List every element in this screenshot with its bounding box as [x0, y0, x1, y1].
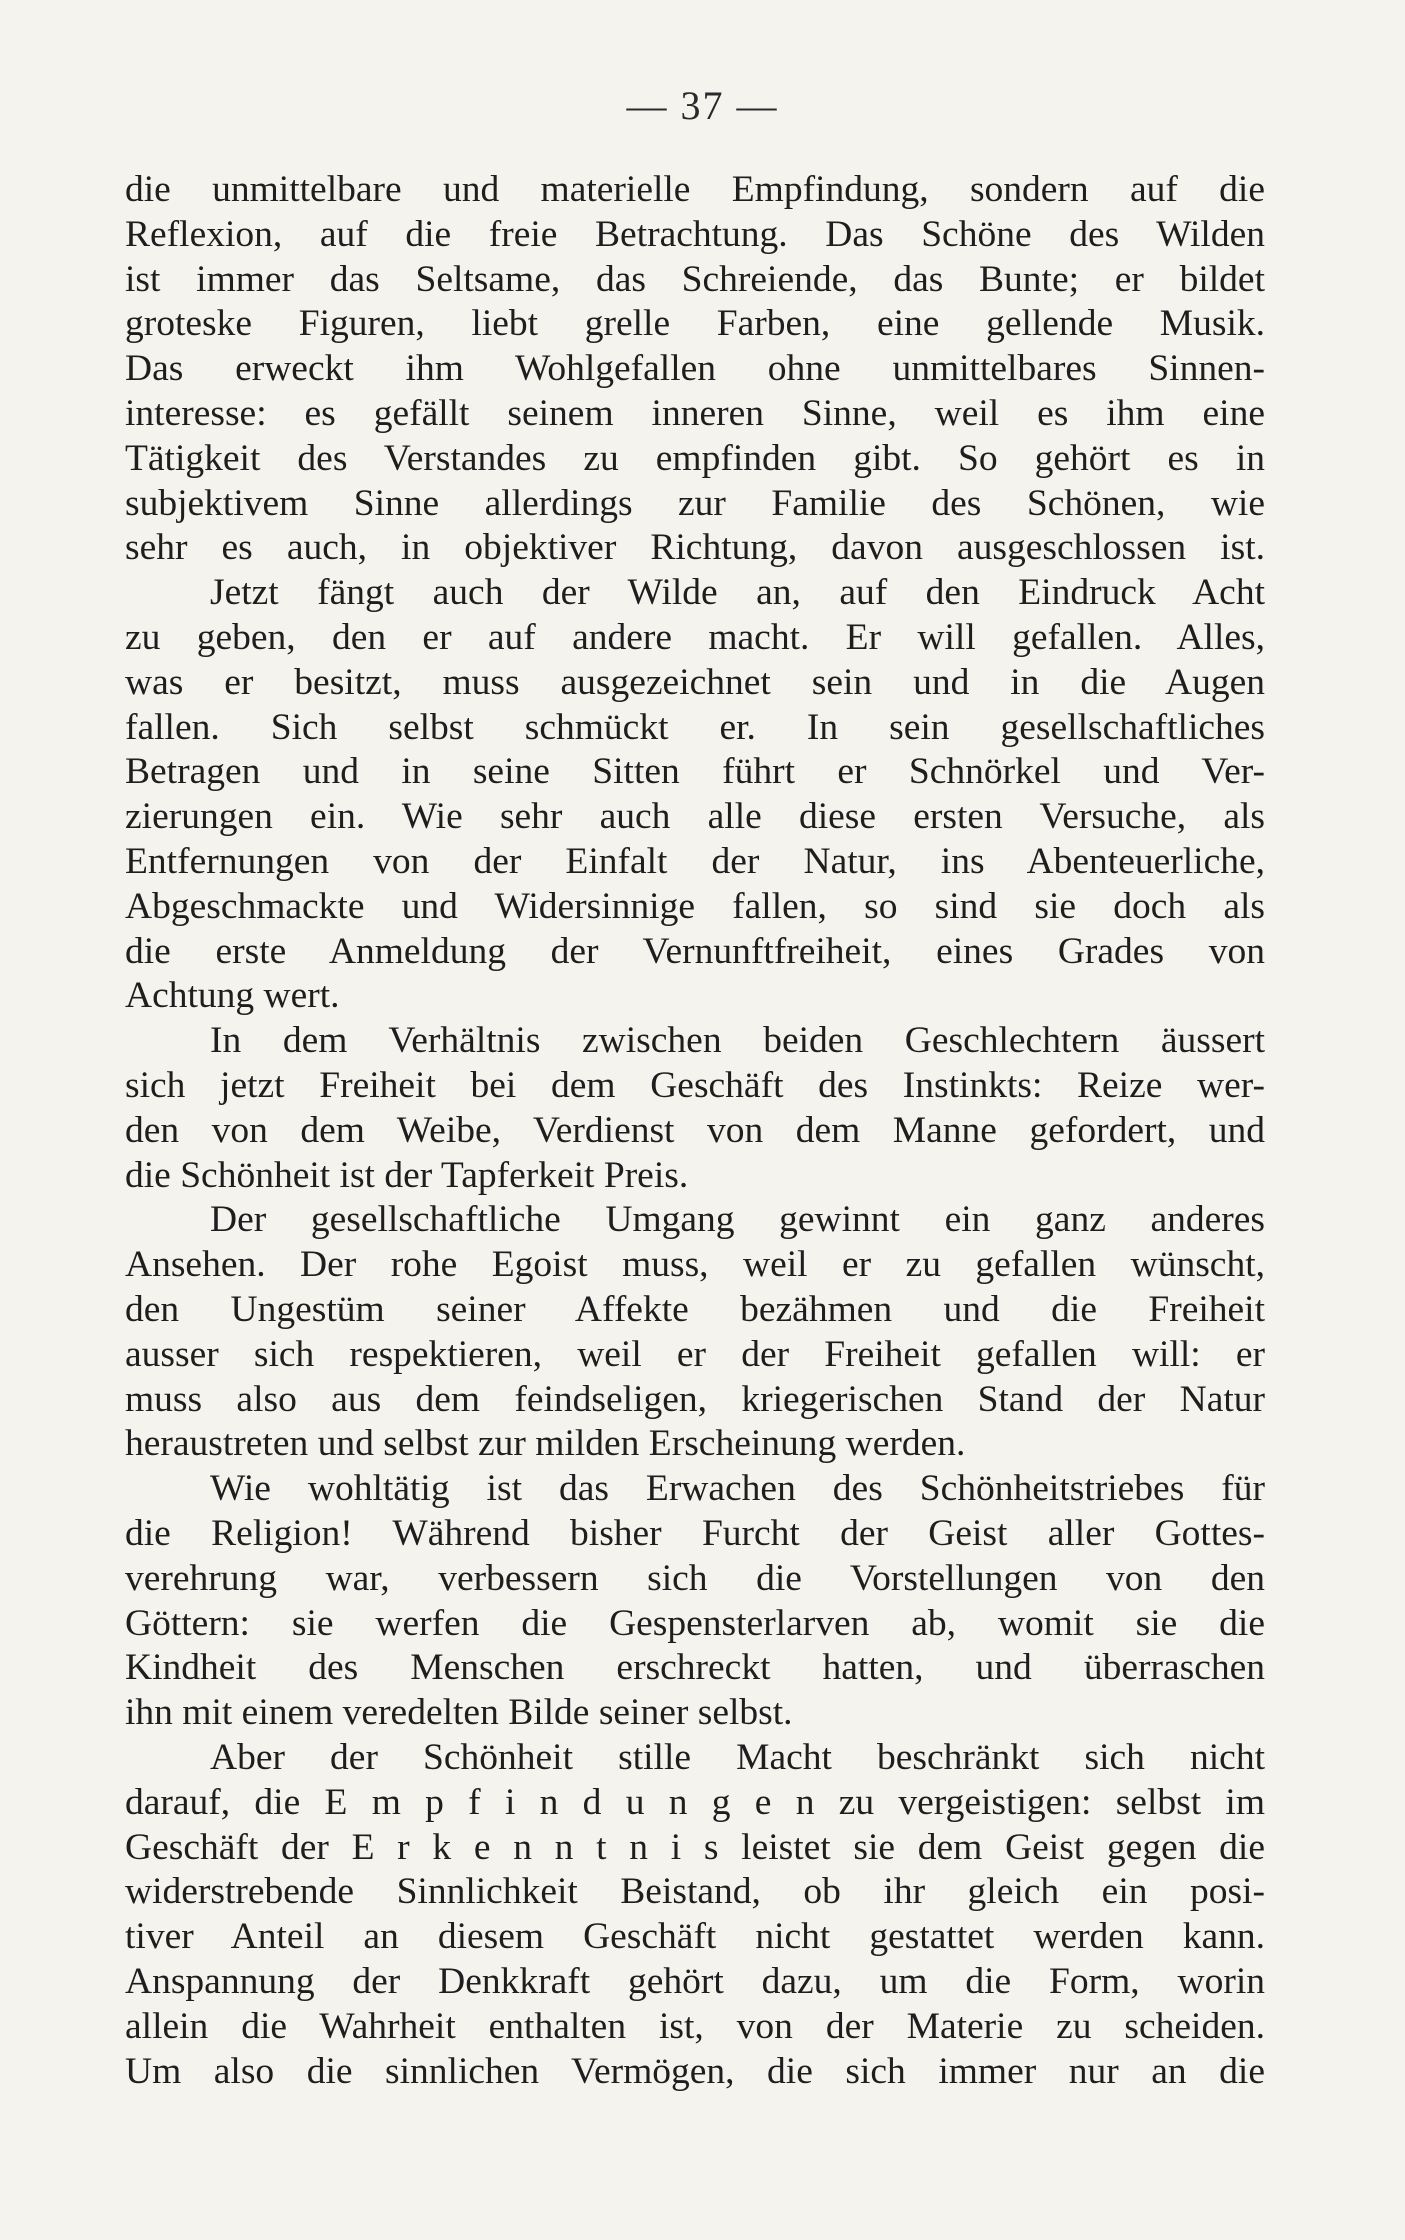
text-line: den von dem Weibe, Verdienst von dem Manne gefordert, und [125, 1109, 1265, 1151]
text-line: Aber der Schönheit stille Macht beschränkt sich nicht [210, 1737, 1265, 1778]
text-line: Anspannung der Denkkraft gehört dazu, um die Form, worin [125, 1961, 1265, 2002]
text-line: Jetzt fängt auch der Wilde an, auf den Eindruck Acht [210, 572, 1265, 614]
text-line: zu geben, den er auf andere macht. Er will gefallen. Alles, [125, 617, 1265, 658]
text-line: Göttern: sie werfen die Gespensterlarven ab, womit sie die [125, 1602, 1265, 1644]
text-line: tiver Anteil an diesem Geschäft nicht gestattet werden kann. [125, 1916, 1265, 1958]
text-line: subjektivem Sinne allerdings zur Familie des Schönen, wie [125, 482, 1265, 524]
text-line: die Schönheit ist der Tapferkeit Preis. [125, 1154, 689, 1196]
text-line: muss also aus dem feindseligen, kriegerischen Stand der Natur [125, 1378, 1265, 1420]
text-line: groteske Figuren, liebt grelle Farben, eine gellende Musik. [125, 303, 1265, 345]
text-line: Achtung wert. [125, 975, 340, 1017]
text-line: die unmittelbare und materielle Empfindung, sondern auf die [125, 169, 1265, 210]
text-line: zierungen ein. Wie sehr auch alle diese ersten Versuche, als [125, 796, 1265, 838]
text-line: Das erweckt ihm Wohlgefallen ohne unmittelbares Sinnen- [125, 348, 1265, 390]
text-line: ausser sich respektieren, weil er der Freiheit gefallen will: er [125, 1333, 1265, 1375]
text-line: Reflexion, auf die freie Betrachtung. Das Schöne des Wilden [125, 213, 1265, 255]
text-line: die erste Anmeldung der Vernunftfreiheit, eines Grades von [125, 930, 1265, 972]
text-line: ist immer das Seltsame, das Schreiende, das Bunte; er bildet [125, 258, 1265, 300]
text-line: Der gesellschaftliche Umgang gewinnt ein ganz anderes [210, 1199, 1265, 1241]
text-line: sich jetzt Freiheit bei dem Geschäft des Instinkts: Reize wer- [125, 1065, 1265, 1106]
text-line: die Religion! Während bisher Furcht der Geist aller Gottes- [125, 1513, 1265, 1554]
text-line: Kindheit des Menschen erschreckt hatten, und überraschen [125, 1647, 1265, 1689]
text-line: In dem Verhältnis zwischen beiden Geschlechtern äussert [210, 1020, 1265, 1062]
text-line: ihn mit einem veredelten Bilde seiner selbst. [125, 1692, 793, 1734]
text-line: allein die Wahrheit enthalten ist, von der Materie zu scheiden. [125, 2005, 1265, 2047]
text-line: verehrung war, verbessern sich die Vorstellungen von den [125, 1557, 1265, 1599]
text-line: interesse: es gefällt seinem inneren Sinne, weil es ihm eine [125, 393, 1265, 434]
text-line: Entfernungen von der Einfalt der Natur, ins Abenteuerliche, [125, 841, 1265, 882]
text-line: Abgeschmackte und Widersinnige fallen, so sind sie doch als [125, 885, 1265, 927]
text-line: Betragen und in seine Sitten führt er Schnörkel und Ver- [125, 751, 1265, 793]
text-line: Geschäft der E r k e n n t n i s leistet sie dem Geist gegen die [125, 1826, 1265, 1868]
text-line: sehr es auch, in objektiver Richtung, davon ausgeschlossen ist. [125, 527, 1265, 569]
text-line: widerstrebende Sinnlichkeit Beistand, ob ihr gleich ein posi- [125, 1871, 1265, 1913]
text-line: was er besitzt, muss ausgezeichnet sein und in die Augen [125, 661, 1265, 703]
text-line: Ansehen. Der rohe Egoist muss, weil er zu gefallen wünscht, [125, 1244, 1265, 1286]
text-line: Tätigkeit des Verstandes zu empfinden gibt. So gehört es in [125, 437, 1265, 479]
text-line: Um also die sinnlichen Vermögen, die sich immer nur an die [125, 2050, 1265, 2092]
text-line: den Ungestüm seiner Affekte bezähmen und die Freiheit [125, 1289, 1265, 1330]
page-number: — 37 — [626, 83, 779, 128]
text-line: darauf, die E m p f i n d u n g e n zu vergeistigen: selbst im [125, 1781, 1265, 1823]
text-line: fallen. Sich selbst schmückt er. In sein gesellschaftliches [125, 706, 1265, 748]
text-line: Wie wohltätig ist das Erwachen des Schönheitstriebes für [210, 1468, 1265, 1510]
text-line: heraustreten und selbst zur milden Erscheinung werden. [125, 1423, 966, 1465]
